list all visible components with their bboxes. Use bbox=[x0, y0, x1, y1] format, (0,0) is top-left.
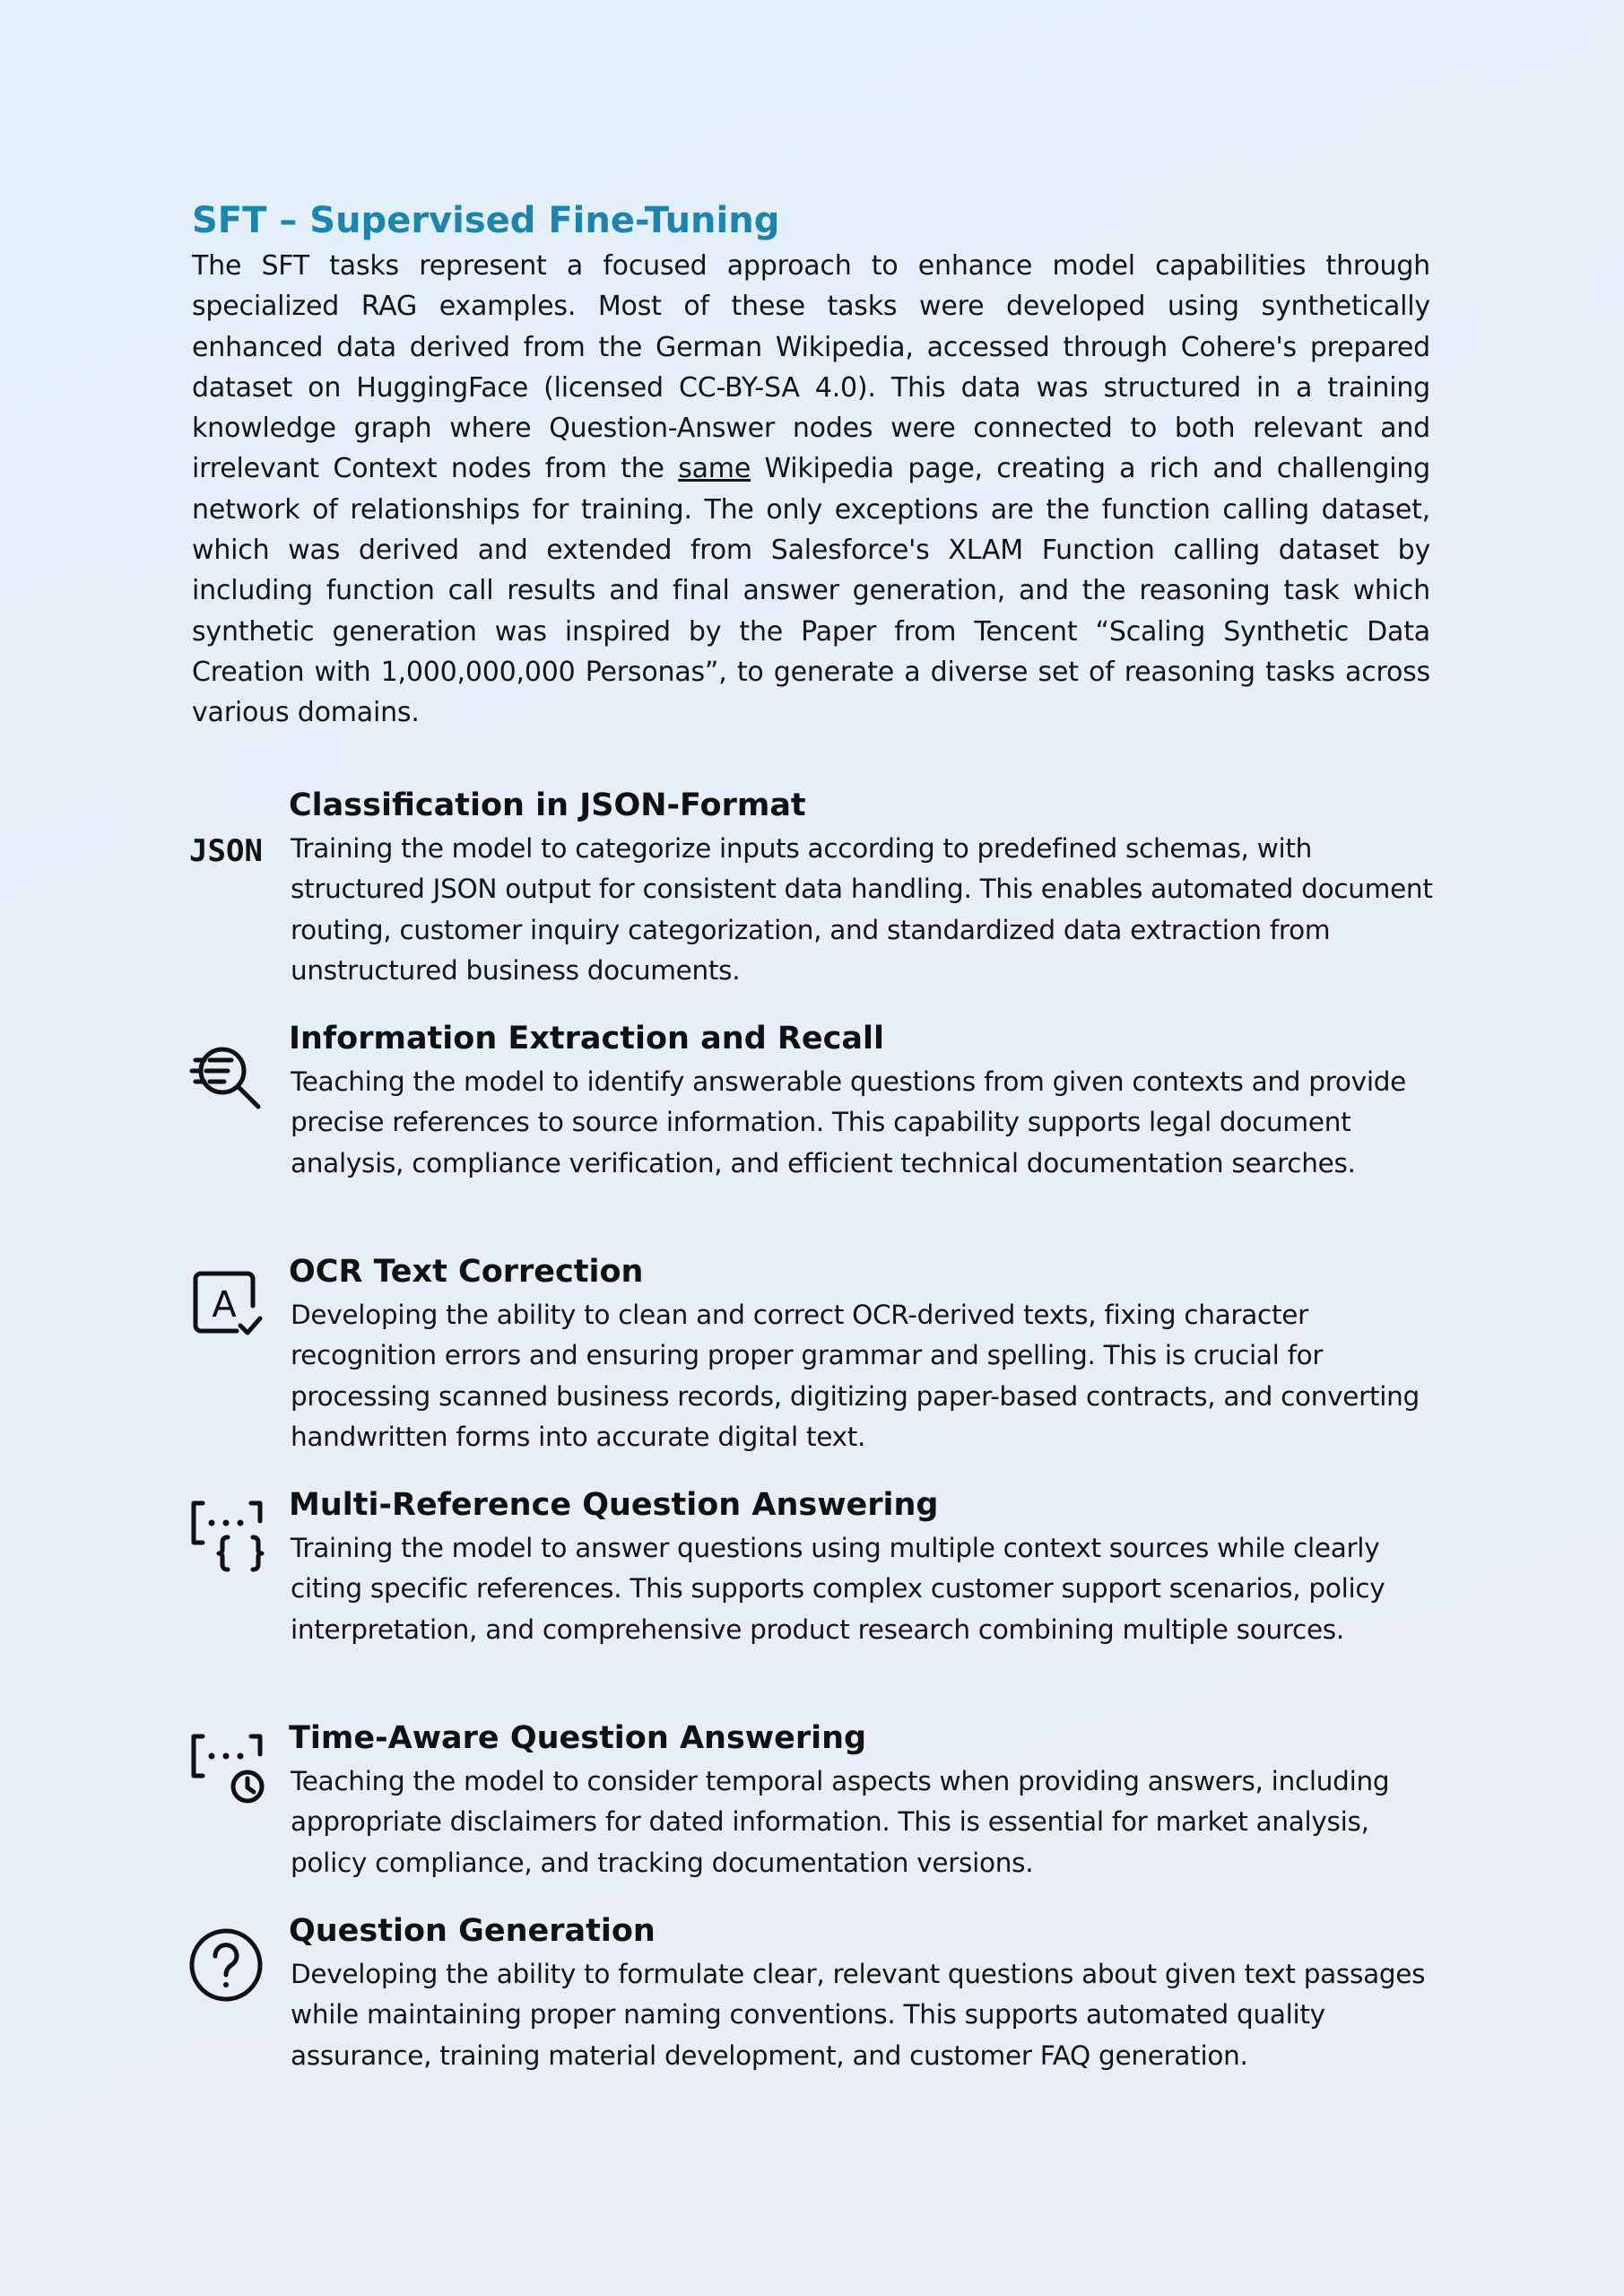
brackets-braces-icon bbox=[183, 1494, 269, 1580]
question-circle-icon bbox=[183, 1922, 269, 2008]
task-item-multi-reference-qa bbox=[179, 1480, 1453, 1695]
json-icon bbox=[183, 805, 269, 891]
task-title: Information Extraction and Recall bbox=[289, 1021, 884, 1057]
task-item-information-extraction bbox=[179, 1013, 1453, 1229]
task-title: Question Generation bbox=[289, 1913, 656, 1949]
search-list-icon bbox=[183, 1033, 269, 1119]
task-item-time-aware-qa bbox=[179, 1713, 1453, 1928]
task-item-ocr-correction bbox=[179, 1247, 1453, 1462]
task-title: Classification in JSON-Format bbox=[289, 787, 806, 823]
task-description: Training the model to answer questions using multiple context sources while clearly citing specific references. This supports complex customer support scenarios, policy interpretation, and comprehensive product research combining multiple sources. bbox=[291, 1533, 1385, 1645]
task-item-json-classification bbox=[179, 780, 1453, 996]
task-description: Teaching the model to identify answerable questions from given contexts and provide precise references to source information. This capability supports legal document analysis, compliance verification, and efficient technical documentation searches. bbox=[291, 1066, 1406, 1178]
brackets-clock-icon bbox=[183, 1727, 269, 1813]
intro-text-part1: The SFT tasks represent a focused approach to enhance model capabilities through specialized RAG examples. Most of these tasks were developed using synthetically enhanced data derived from the German Wikipedia, accessed through Cohere's prepared dataset on HuggingFace (licensed CC-BY-SA 4.0). This data was structured in a training knowledge graph where Question-Answer nodes were connected to both relevant and irrelevant Context nodes from the bbox=[192, 250, 1430, 485]
task-description: Developing the ability to formulate clear, relevant questions about given text passages while maintaining proper naming conventions. This supports automated quality assurance, training material development, and customer FAQ generation. bbox=[291, 1959, 1426, 2071]
intro-underlined-word: same bbox=[678, 453, 751, 485]
json-icon-text: JSON bbox=[189, 833, 263, 869]
intro-text-part2: Wikipedia page, creating a rich and challenging network of relationships for training. The only exceptions are the function calling dataset, which was derived and extended from Salesforce's XLAM Function calling dataset by including function call results and final answer generation, and the reasoning task which synthetic generation was inspired by the Paper from Tencent “Scaling Synthetic Data Creation with 1,000,000,000 Personas”, to generate a diverse set of reasoning tasks across various domains. bbox=[192, 453, 1430, 729]
task-item-question-generation bbox=[179, 1906, 1453, 2121]
task-title: Time-Aware Question Answering bbox=[289, 1720, 867, 1756]
section-title: SFT – Supervised Fine-Tuning bbox=[192, 200, 780, 241]
intro-paragraph bbox=[192, 246, 1430, 734]
task-title: OCR Text Correction bbox=[289, 1254, 644, 1290]
task-description: Teaching the model to consider temporal aspects when providing answers, including appropriate disclaimers for dated information. This is essential for market analysis, policy compliance, and tracking documentation versions. bbox=[291, 1766, 1390, 1878]
text-check-icon-letter: A bbox=[212, 1284, 237, 1326]
text-check-icon bbox=[183, 1259, 269, 1345]
task-title: Multi-Reference Question Answering bbox=[289, 1487, 939, 1523]
task-description: Developing the ability to clean and correct OCR-derived texts, fixing character recognition errors and ensuring proper grammar and spelling. This is crucial for processing scanned business records, digitizing paper-based contracts, and converting handwritten forms into accurate digital text. bbox=[291, 1300, 1420, 1452]
task-description: Training the model to categorize inputs according to predefined schemas, with structured JSON output for consistent data handling. This enables automated document routing, customer inquiry categorization, and standardized data extraction from unstructured business documents. bbox=[291, 833, 1433, 986]
